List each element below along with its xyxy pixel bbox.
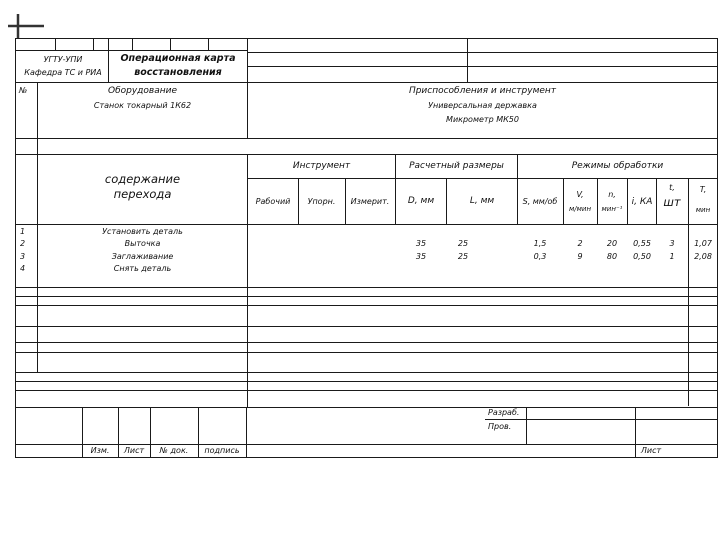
row-v: 9 bbox=[577, 252, 583, 261]
row-t: 1 bbox=[669, 252, 675, 261]
n-col-header-1: n, bbox=[608, 190, 616, 199]
checked-label: Пров. bbox=[488, 422, 512, 431]
doc-title-line2: восстановления bbox=[134, 67, 222, 78]
sheet-col-label: Лист bbox=[123, 446, 145, 455]
row-content: Выточка bbox=[124, 239, 161, 248]
row-n: 80 bbox=[606, 252, 618, 261]
university-label: УГТУ-УПИ bbox=[43, 55, 83, 64]
s-col-header: S, мм/об bbox=[522, 197, 558, 206]
row-number-header: № bbox=[19, 86, 28, 95]
row-time: 2,08 bbox=[694, 252, 712, 261]
row-s: 1,5 bbox=[533, 239, 547, 248]
dim-col-d: D, мм bbox=[407, 196, 435, 206]
doc-title-line1: Операционная карта bbox=[120, 53, 236, 64]
row-d: 35 bbox=[415, 252, 427, 261]
dims-group-header: Расчетный размеры bbox=[409, 161, 504, 171]
developed-label: Разраб. bbox=[488, 408, 520, 417]
row-num: 1 bbox=[20, 227, 26, 236]
row-content: Заглаживание bbox=[111, 252, 174, 261]
row-n: 20 bbox=[606, 239, 618, 248]
change-label: Изм. bbox=[90, 446, 110, 455]
row-num: 2 bbox=[20, 239, 26, 248]
equipment-value: Станок токарный 1К62 bbox=[93, 101, 192, 110]
tool-group-header: Инструмент bbox=[292, 161, 351, 171]
piece-col-header-2: шт bbox=[663, 195, 681, 209]
v-col-header-2: м/мин bbox=[568, 205, 592, 213]
fixture-value-2: Микрометр МК50 bbox=[446, 115, 519, 124]
n-col-header-2: мин⁻¹ bbox=[601, 205, 623, 213]
doc-number-label: № док. bbox=[159, 446, 189, 455]
row-num: 3 bbox=[20, 252, 26, 261]
fixtures-header: Приспособления и инструмент bbox=[408, 86, 557, 96]
tool-col-working: Рабочий bbox=[255, 197, 291, 206]
signature-label: подпись bbox=[204, 446, 240, 455]
content-header-line1: содержание bbox=[104, 172, 181, 186]
row-s: 0,3 bbox=[533, 252, 547, 261]
tool-col-stop: Упорн. bbox=[307, 197, 336, 206]
fixture-value-1: Универсальная державка bbox=[428, 101, 537, 110]
row-time: 1,07 bbox=[694, 239, 712, 248]
row-content: Установить деталь bbox=[102, 227, 183, 236]
row-l: 25 bbox=[457, 252, 469, 261]
sheet-label: Лист bbox=[640, 446, 662, 455]
i-col-header: i, КА bbox=[631, 197, 653, 207]
time-col-header-2: мин bbox=[695, 206, 711, 214]
row-l: 25 bbox=[457, 239, 469, 248]
time-col-header-1: T, bbox=[699, 185, 707, 194]
content-header-line2: перехода bbox=[113, 187, 172, 201]
row-i: 0,50 bbox=[633, 252, 651, 261]
row-i: 0,55 bbox=[633, 239, 651, 248]
piece-col-header-1: t, bbox=[669, 183, 675, 192]
row-d: 35 bbox=[415, 239, 427, 248]
row-content: Снять деталь bbox=[113, 264, 172, 273]
dim-col-l: L, мм bbox=[469, 196, 495, 206]
v-col-header-1: V, bbox=[576, 190, 584, 199]
department-label: Кафедра ТС и РИА bbox=[24, 68, 102, 77]
crosshair-icon bbox=[8, 14, 44, 38]
row-num: 4 bbox=[20, 264, 26, 273]
row-t: 3 bbox=[669, 239, 675, 248]
row-v: 2 bbox=[577, 239, 583, 248]
mode-group-header: Режимы обработки bbox=[571, 161, 664, 171]
tool-col-measuring: Измерит. bbox=[350, 197, 390, 206]
equipment-header: Оборудование bbox=[108, 86, 177, 96]
